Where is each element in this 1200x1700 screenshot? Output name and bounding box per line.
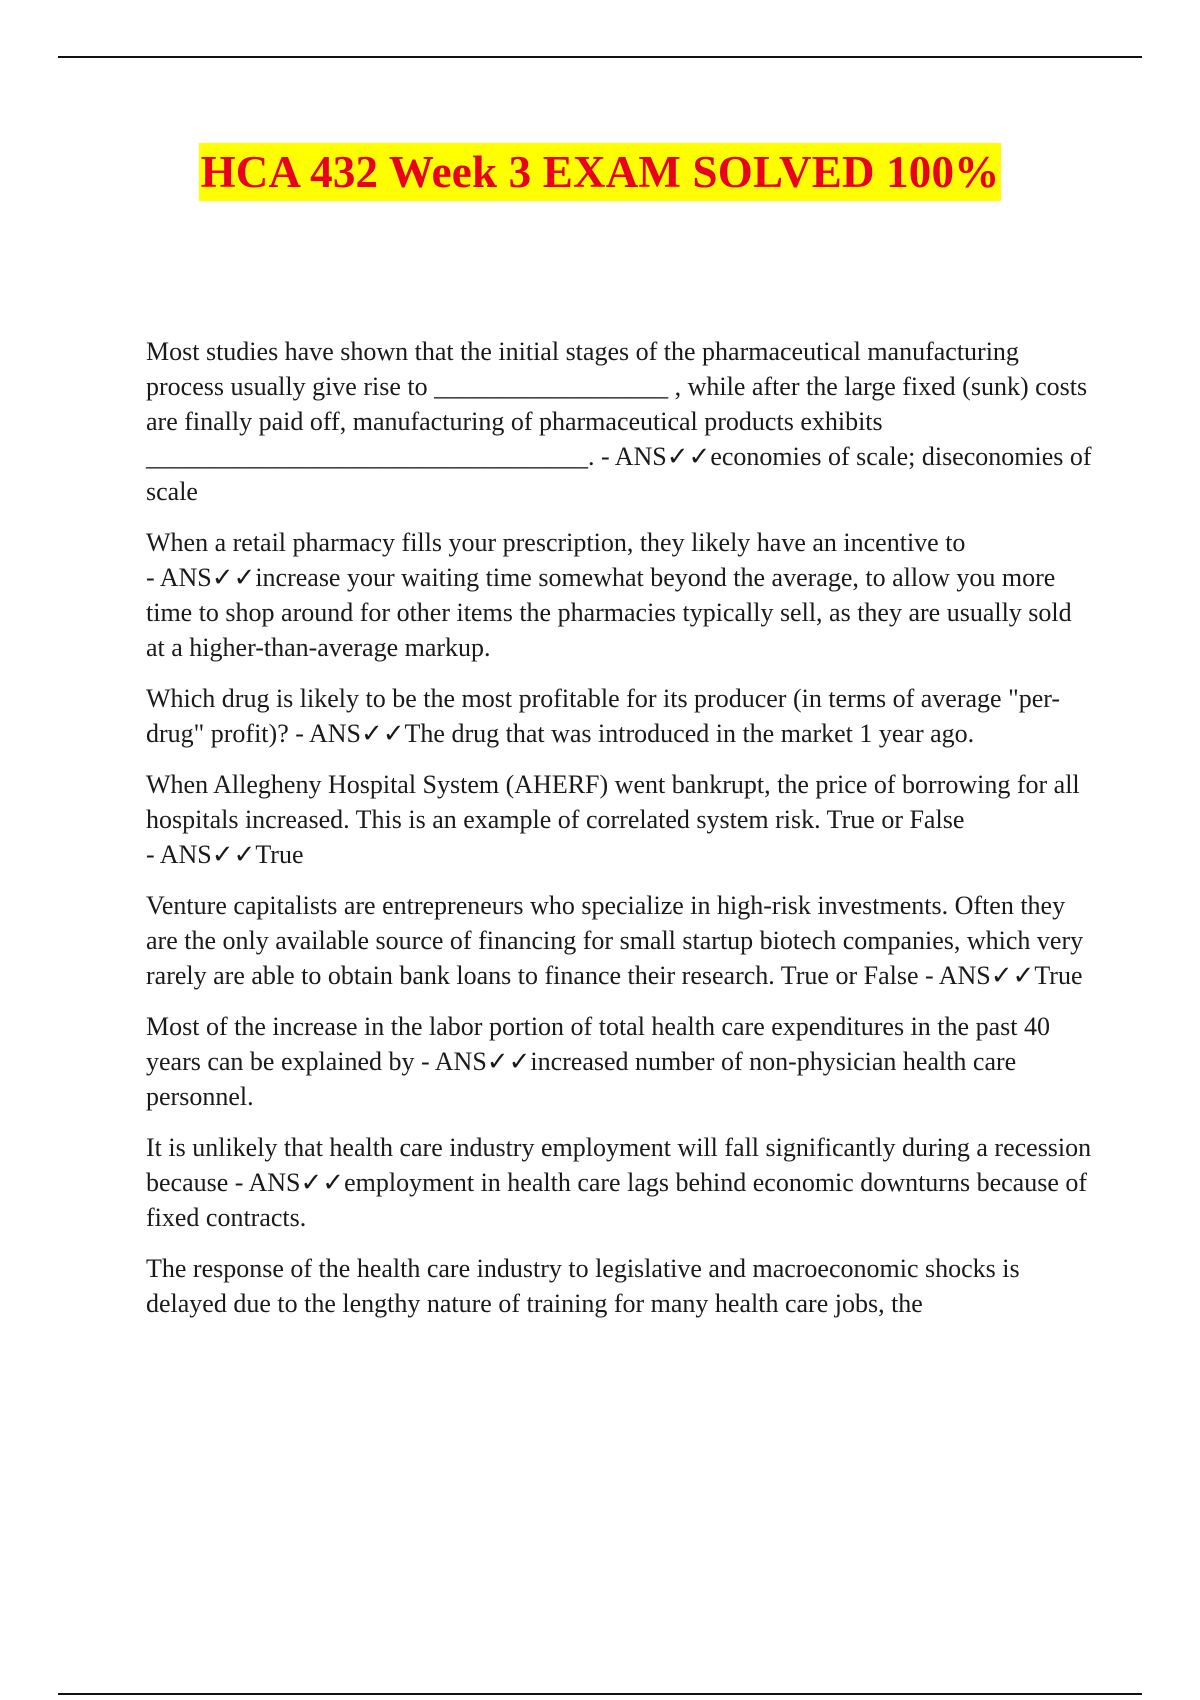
question-text: When Allegheny Hospital System (AHERF) went bankrupt, the price of borrowing for all hospitals increased. This is an example of correlated system risk. True or False (146, 770, 1080, 834)
answer-marker: - ANS✓✓ (228, 1168, 345, 1197)
qa-item (146, 888, 1096, 993)
answer-marker: - ANS✓✓ (918, 961, 1035, 990)
answer-text: economies of scale; diseconomies of scale (146, 442, 1092, 506)
answer-text: increase your waiting time somewhat beyond the average, to allow you more time to shop around for other items the pharmacies typically sell, as they are usually sold at a higher-than-average markup. (146, 563, 1072, 662)
answer-marker: - ANS✓✓ (414, 1047, 531, 1076)
answer-text: True (1034, 961, 1083, 990)
answer-marker: - ANS✓✓ (288, 719, 405, 748)
answer-marker: - ANS✓✓ (146, 840, 256, 869)
question-text: When a retail pharmacy fills your prescription, they likely have an incentive to (146, 528, 966, 557)
question-text: Venture capitalists are entrepreneurs who specialize in high-risk investments. Often they are the only available source of financing for small startup biotech companies, which very rarely are able to obtain bank loans to finance their research. True or False (146, 891, 1084, 990)
document-body (146, 334, 1096, 1337)
question-text: Most of the increase in the labor portion of total health care expenditures in the past 40 years can be explained by (146, 1012, 1050, 1076)
bottom-rule (58, 1693, 1142, 1695)
answer-text: The drug that was introduced in the market 1 year ago. (404, 719, 975, 748)
trailing-paragraph: The response of the health care industry to legislative and macroeconomic shocks is delayed due to the lengthy nature of training for many health care jobs, the (146, 1254, 1020, 1318)
page-title: HCA 432 Week 3 EXAM SOLVED 100% (199, 143, 1002, 201)
answer-marker: - ANS✓✓ (146, 563, 256, 592)
qa-item (146, 525, 1096, 665)
answer-marker: - ANS✓✓ (594, 442, 711, 471)
answer-text: increased number of non-physician health care personnel. (146, 1047, 1017, 1111)
question-text: It is unlikely that health care industry employment will fall significantly during a recession because (146, 1133, 1092, 1197)
qa-item (146, 681, 1096, 751)
top-rule (58, 56, 1142, 58)
title-container (0, 143, 1200, 201)
qa-item (146, 334, 1096, 509)
question-text: Which drug is likely to be the most profitable for its producer (in terms of average "per-drug" profit)? (146, 684, 1061, 748)
question-text: Most studies have shown that the initial stages of the pharmaceutical manufacturing process usually give rise to __________________ , while after the large fixed (sunk) costs are finally paid off, manufacturing of pharmaceutical products exhibits __________________________________. (146, 337, 1088, 471)
qa-item (146, 1130, 1096, 1235)
answer-text: True (255, 840, 304, 869)
qa-item (146, 767, 1096, 872)
qa-item (146, 1009, 1096, 1114)
answer-text: employment in health care lags behind economic downturns because of fixed contracts. (146, 1168, 1088, 1232)
